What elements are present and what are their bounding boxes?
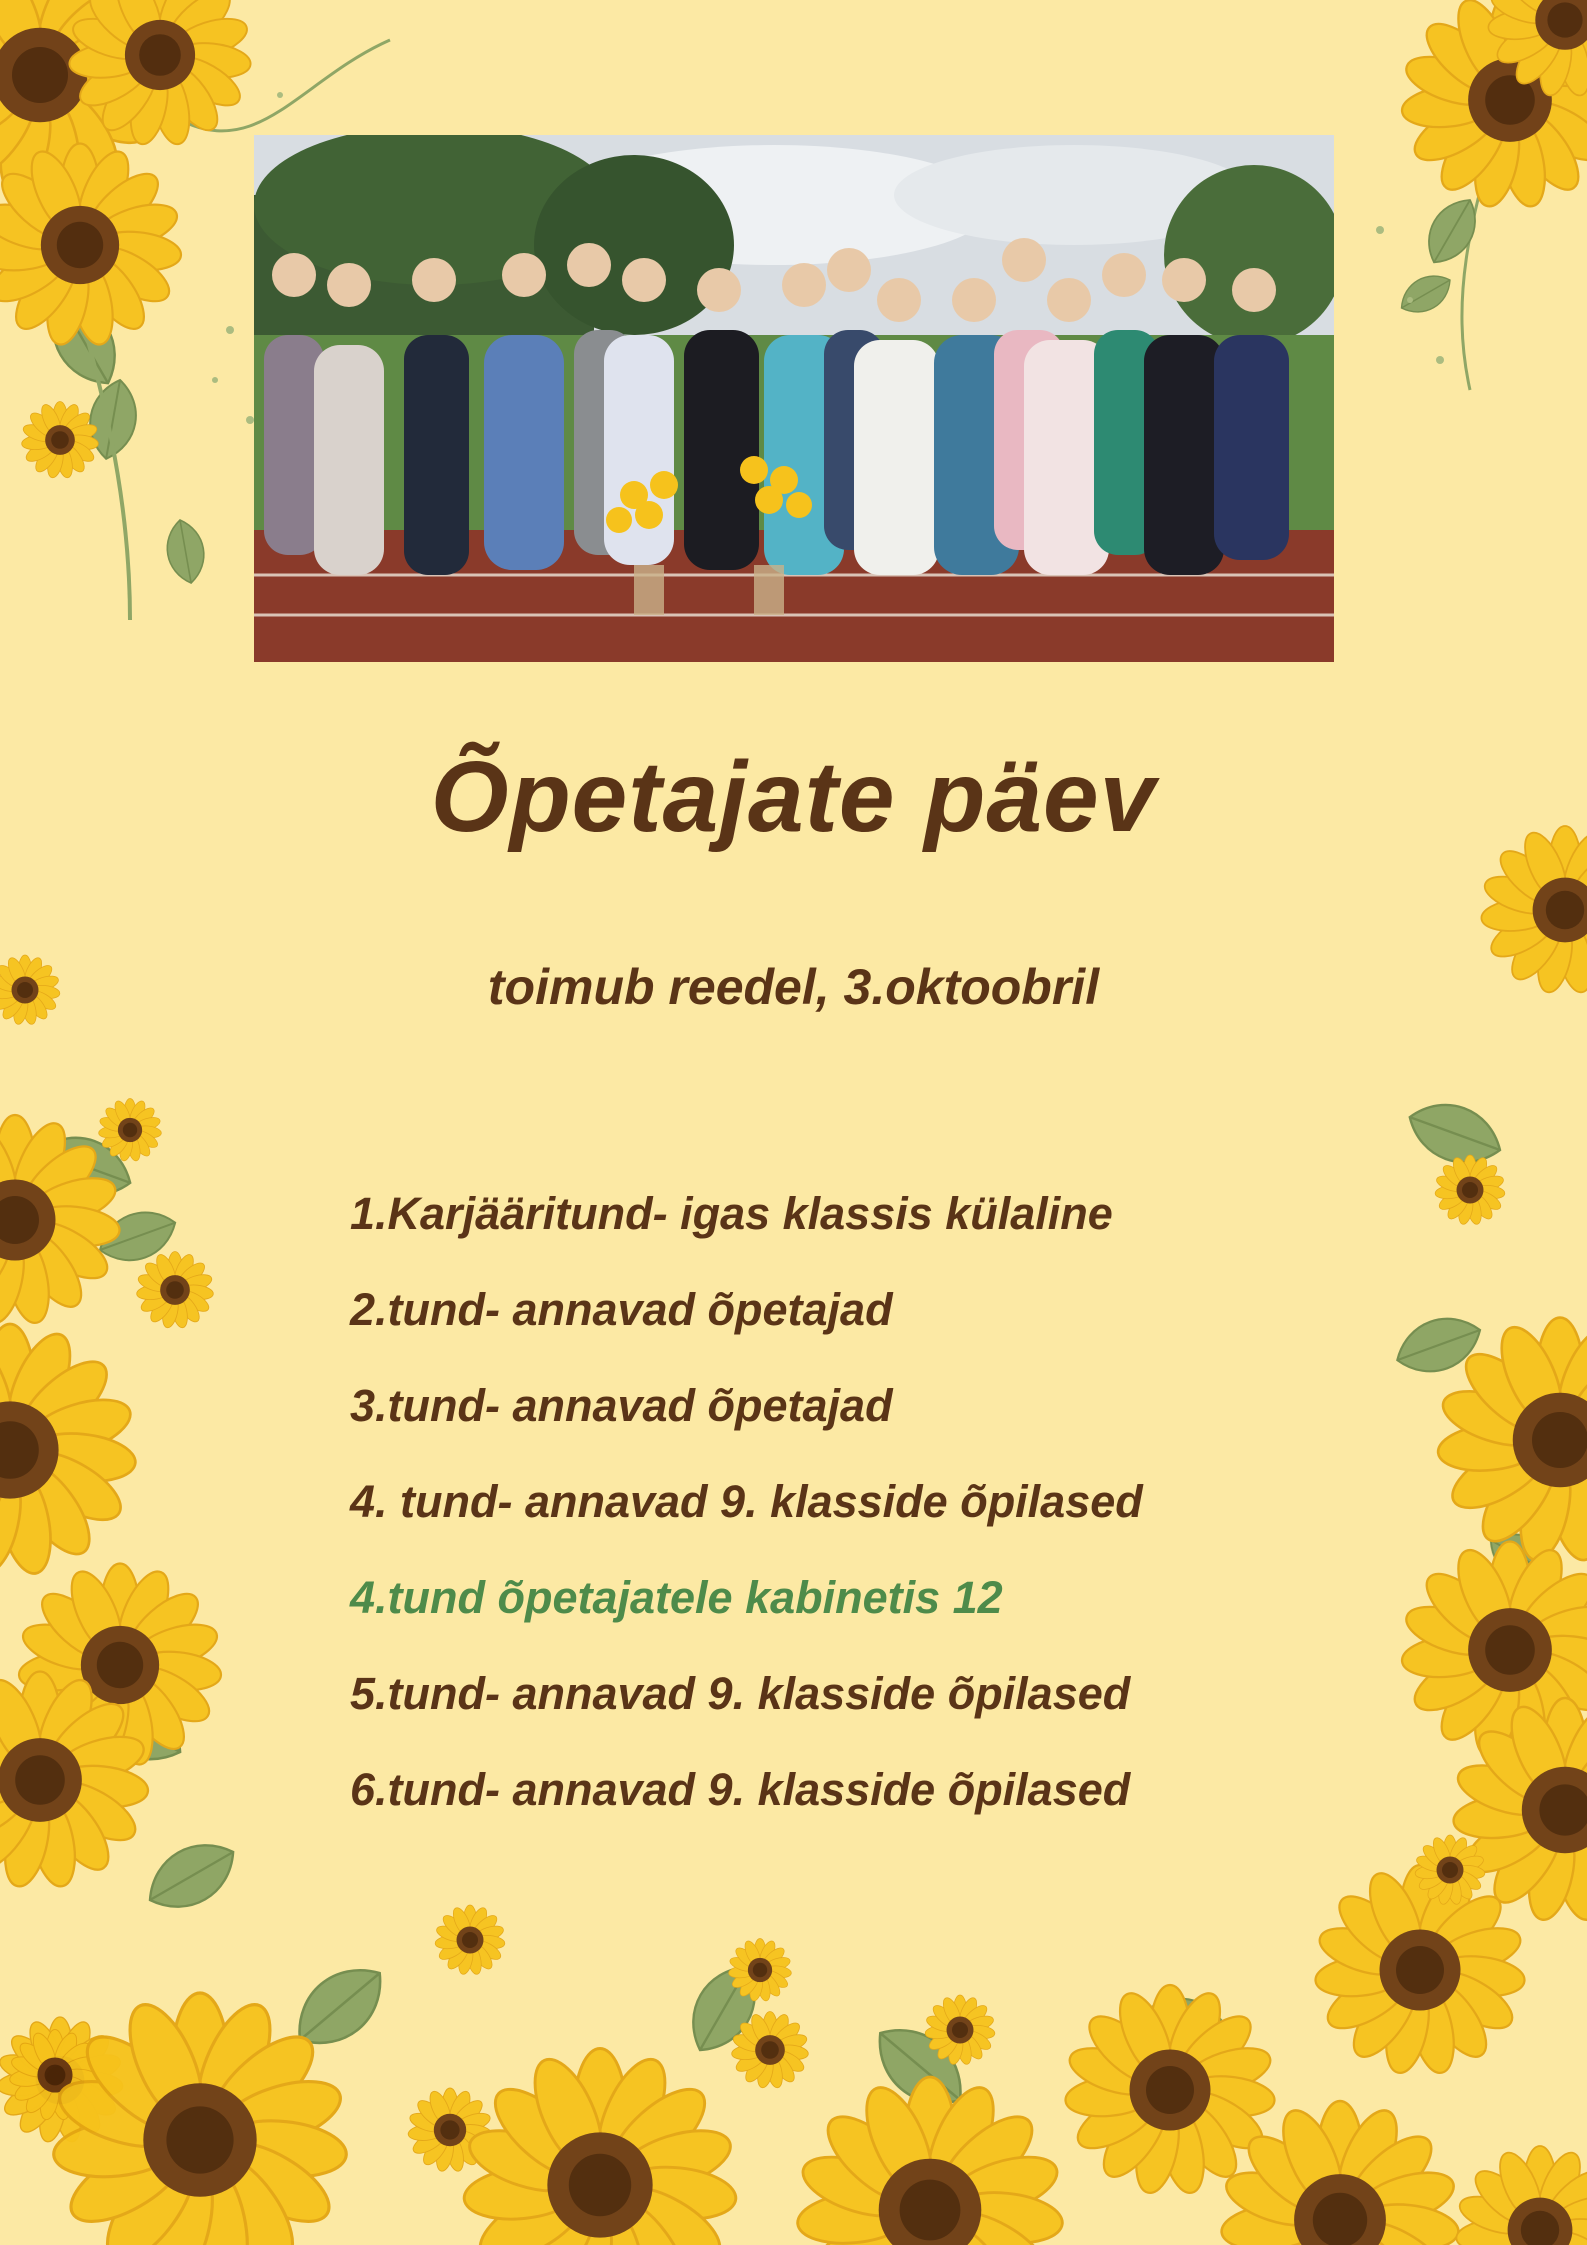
schedule-item: 2.tund- annavad õpetajad	[350, 1284, 893, 1335]
group-photo	[254, 135, 1334, 662]
schedule-item: 1.Karjääritund- igas klassis külaline	[350, 1188, 1113, 1239]
schedule-list	[350, 1184, 1143, 1856]
schedule-item: 5.tund- annavad 9. klasside õpilased	[350, 1668, 1131, 1719]
schedule-item: 6.tund- annavad 9. klasside õpilased	[350, 1764, 1131, 1815]
schedule-item: 3.tund- annavad õpetajad	[350, 1380, 893, 1431]
schedule-item-highlight: 4.tund õpetajatele kabinetis 12	[350, 1572, 1003, 1623]
page-title: Õpetajate päev	[430, 741, 1157, 853]
schedule-item: 4. tund- annavad 9. klasside õpilased	[350, 1476, 1143, 1527]
event-date: toimub reedel, 3.oktoobril	[487, 959, 1100, 1015]
